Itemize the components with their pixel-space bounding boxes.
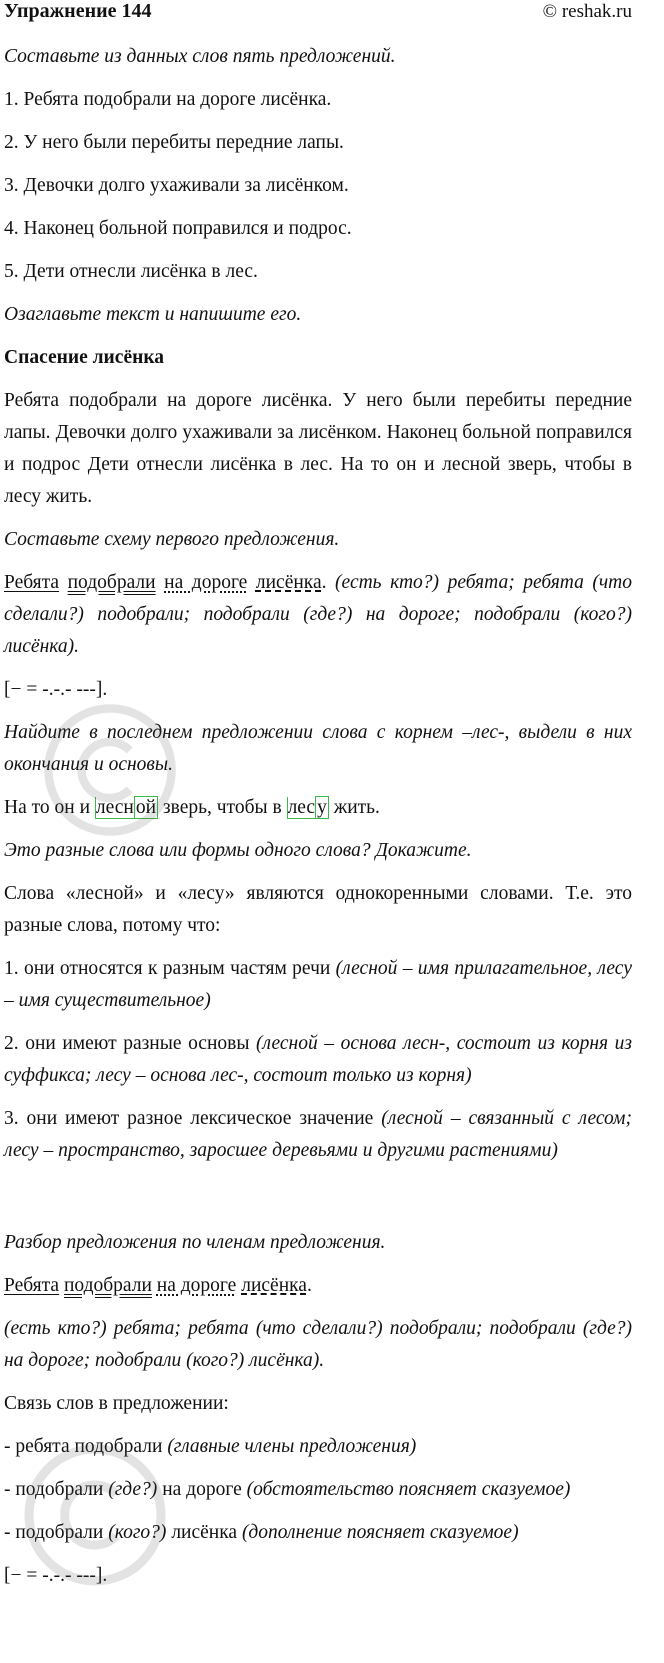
reason-note: (лесной – основа лесн-, состоит из корня из суффикса; лесу – основа лес-, состоит только из корня) (4, 1033, 632, 1086)
link-question: (где?) (108, 1479, 158, 1500)
ending-oy: ой (135, 797, 157, 818)
morph-text-a: На то он и (4, 797, 95, 818)
reason-1 (4, 953, 632, 1017)
reason-text: 1. они относятся к разным частям речи (4, 958, 336, 979)
period: . (306, 1275, 312, 1296)
period: . (321, 572, 327, 593)
answer-intro: Слова «лесной» и «лесу» являются однокоренными словами. Т.е. это разные слова, потому что: (4, 883, 632, 936)
object-word: лисёнка (255, 572, 322, 593)
link-text: на дороге (157, 1479, 247, 1500)
task-root: Найдите в последнем предложении слова с корнем –лес-, выдели в них окончания и основы. (4, 722, 632, 775)
subject-word: Ребята (4, 1275, 60, 1296)
link-note: (обстоятельство поясняет сказуемое) (246, 1479, 571, 1500)
link-text: - подобрали (4, 1522, 109, 1543)
morph-text-e: жить. (328, 797, 380, 818)
link-text: - подобрали (4, 1479, 109, 1500)
link-note: (главные члены предложения) (167, 1436, 417, 1457)
parse-questions: (есть кто?) ребята; ребята (что сделали?) подобрали; подобрали (где?) на дороге; подобрали (кого?) лисёнка). (4, 572, 632, 657)
ending-u: у (317, 797, 327, 818)
parse-2 (4, 1270, 632, 1302)
reason-note: (лесной – имя прилагательное, лесу – имя существительное) (4, 958, 632, 1011)
header (4, 0, 632, 30)
task-compose: Составьте из данных слов пять предложений. (4, 46, 396, 67)
task-members: Разбор предложения по членам предложения. (4, 1232, 386, 1253)
link-note: (дополнение поясняет сказуемое) (241, 1522, 519, 1543)
scheme-2: [− = -.-.- ---]. (4, 1565, 108, 1586)
sentence-1: 1. Ребята подобрали на дороге лисёнка. (4, 89, 332, 110)
reason-text: 2. они имеют разные основы (4, 1033, 257, 1054)
text-body: Ребята подобрали на дороге лисёнка. У него были перебиты передние лапы. Девочки долго ухаживали за лисёнком. Наконец больной поправился и подрос Дети отнесли лисёнка в лес. На то он и лесной зверь, чтобы в лесу жить. (4, 390, 632, 507)
morph-text-c: зверь, чтобы в (158, 797, 287, 818)
links-title: Связь слов в предложении: (4, 1393, 229, 1414)
link-text: - ребята подобрали (4, 1436, 168, 1457)
stem-lesn: лесн (95, 797, 134, 818)
sentence-2: 2. У него были перебиты передние лапы. (4, 132, 344, 153)
scheme-1: [− = -.-.- ---]. (4, 679, 108, 700)
parse-2-questions: (есть кто?) ребята; ребята (что сделали?) подобрали; подобрали (где?) на дороге; подобрали (кого?) лисёнка). (4, 1318, 632, 1371)
object-word: лисёнка (241, 1275, 307, 1296)
page (4, 0, 632, 1592)
reason-3 (4, 1103, 632, 1167)
sentence-3: 3. Девочки долго ухаживали за лисёнком. (4, 175, 349, 196)
task-scheme: Составьте схему первого предложения. (4, 529, 340, 550)
link-text: лисёнка (166, 1522, 242, 1543)
subject-word: Ребята (4, 572, 60, 593)
link-question: (кого?) (108, 1522, 167, 1543)
link-1 (4, 1431, 632, 1463)
link-2 (4, 1474, 632, 1506)
reason-text: 3. они имеют разное лексическое значение (4, 1108, 382, 1129)
predicate-word: подобрали (67, 572, 156, 593)
site-brand: © reshak.ru (542, 1, 632, 22)
text-title: Спасение лисёнка (4, 347, 165, 368)
predicate-word: подобрали (63, 1275, 152, 1296)
adverbial-word: на дороге (164, 572, 248, 593)
exercise-title: Упражнение 144 (4, 0, 152, 22)
reason-note: (лесной – связанный с лесом; лесу – пространство, заросшее деревьями и другими растениями) (4, 1108, 632, 1161)
sentence-5: 5. Дети отнесли лисёнка в лес. (4, 261, 258, 282)
parse-1 (4, 567, 632, 663)
adverbial-word: на дороге (156, 1275, 237, 1296)
sentence-4: 4. Наконец больной поправился и подрос. (4, 218, 352, 239)
stem-les: лес (287, 797, 316, 818)
reason-2 (4, 1028, 632, 1092)
morphemes-line (4, 792, 632, 824)
task-prove: Это разные слова или формы одного слова? Докажите. (4, 840, 472, 861)
task-title: Озаглавьте текст и напишите его. (4, 304, 302, 325)
link-3 (4, 1517, 632, 1549)
